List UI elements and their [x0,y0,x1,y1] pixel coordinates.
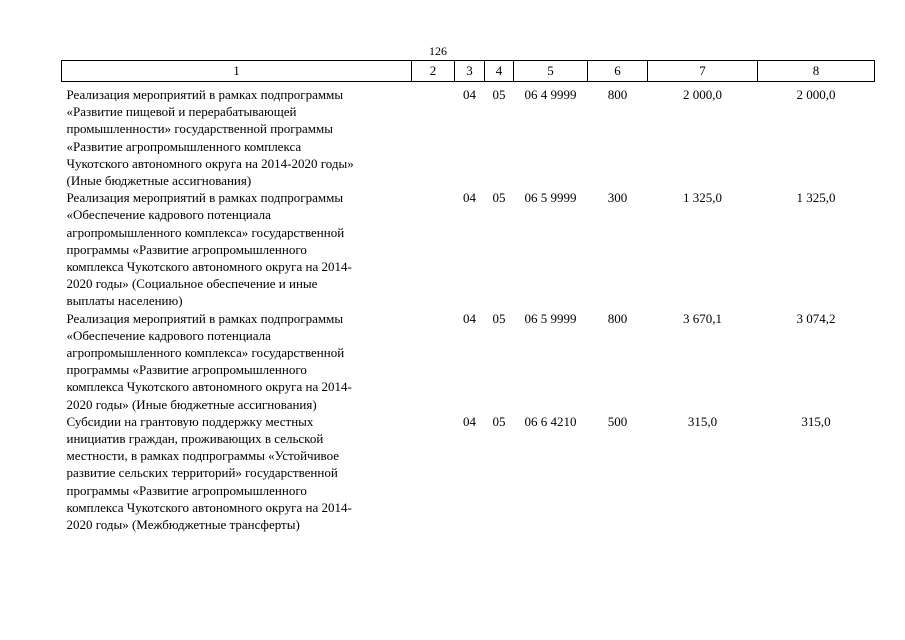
column-header-5: 5 [514,61,588,82]
cell-section: 04 [463,413,476,429]
cell-target-article: 06 5 9999 [524,190,577,206]
column-header-7: 7 [648,61,758,82]
cell-amount-7: 315,0 [687,413,718,429]
cell-subsection: 05 [492,413,506,429]
cell-target-article: 06 4 9999 [524,87,577,102]
cell-col2 [412,189,455,309]
expense-name: Субсидии на грантовую поддержку местных инициатив граждан, проживающих в сельской местности, в рамках подпрограммы «Устойчивое развитие сельских территорий» государственной программы «Развитие агропромышленного комплекса Чукотского автономного округа на 2014- 2020 годы» (Межбюджетные трансферты) [66,413,352,533]
cell-amount-8: 315,0 [801,413,831,429]
column-header-8: 8 [758,61,875,82]
cell-target-article: 06 6 4210 [524,413,577,429]
cell-col2 [412,413,455,533]
cell-amount-7: 2 000,0 [683,87,722,102]
cell-expense-type: 500 [607,413,628,429]
table-row [62,413,875,533]
column-header-6: 6 [588,61,648,82]
column-header-3: 3 [455,61,485,82]
header-row [62,61,875,82]
table-row [62,82,875,190]
cell-expense-type: 800 [607,87,628,102]
cell-amount-8: 1 325,0 [796,190,836,206]
column-header-4: 4 [485,61,514,82]
cell-amount-8: 3 074,2 [796,310,836,326]
cell-expense-type: 300 [607,190,628,206]
expense-name: Реализация мероприятий в рамках подпрограммы «Обеспечение кадрового потенциала агропромышленного комплекса» государственной программы «Развитие агропромышленного комплекса Чукотского автономного округа на 2014- 2020 годы» (Социальное обеспечение и иные выплаты населению) [66,190,352,309]
cell-amount-7: 3 670,1 [683,310,722,326]
budget-table [61,60,875,533]
table-row [62,310,875,413]
cell-col2 [412,82,455,190]
cell-amount-7: 1 325,0 [683,190,722,206]
table-row [62,189,875,309]
expense-name: Реализация мероприятий в рамках подпрограммы «Развитие пищевой и перерабатывающей промышленности» государственной программы «Развитие агропромышленного комплекса Чукотского автономного округа на 2014-2020 годы» (Иные бюджетные ассигнования) [66,87,354,189]
cell-subsection: 05 [492,190,506,206]
expense-name: Реализация мероприятий в рамках подпрограммы «Обеспечение кадрового потенциала агропромышленного комплекса» государственной программы «Развитие агропромышленного комплекса Чукотского автономного округа на 2014- 2020 годы» (Иные бюджетные ассигнования) [66,310,352,412]
column-header-2: 2 [412,61,455,82]
cell-target-article: 06 5 9999 [524,310,577,326]
column-header-1: 1 [62,61,412,82]
cell-subsection: 05 [492,310,506,326]
cell-section: 04 [463,310,476,326]
cell-subsection: 05 [492,87,506,102]
cell-expense-type: 800 [607,310,628,326]
cell-section: 04 [463,87,476,102]
cell-col2 [412,310,455,413]
cell-section: 04 [463,190,476,206]
page-number: 126 [429,44,447,58]
cell-amount-8: 2 000,0 [796,87,836,102]
